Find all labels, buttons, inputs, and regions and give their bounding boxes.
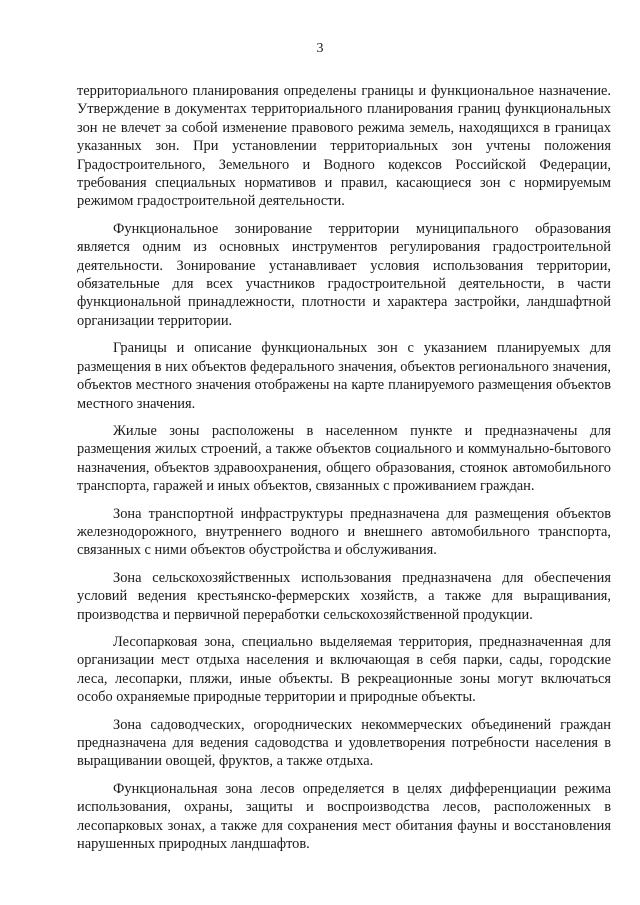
page-number: 3 bbox=[316, 41, 324, 56]
paragraph-8: Зона садоводческих, огороднических некоммерческих объединений граждан предназначена для ведения садоводства и удовлетворения потребности населения в выращивании овощей, фруктов, а также отдыха. bbox=[77, 716, 611, 770]
body-text bbox=[77, 82, 611, 862]
paragraph-9: Функциональная зона лесов определяется в целях дифференциации режима использования, охраны, защиты и воспроизводства лесов, расположенных в лесопарковых зонах, а также для сохранения мест обитания фауны и восстановления нарушенных природных ландшафтов. bbox=[77, 780, 611, 853]
paragraph-6: Зона сельскохозяйственных использования предназначена для обеспечения условий ведения крестьянско-фермерских хозяйств, а также для выращивания, производства и первичной переработки сельскохозяйственной продукции. bbox=[77, 569, 611, 623]
paragraph-2: Функциональное зонирование территории муниципального образования является одним из основных инструментов регулирования градостроительной деятельности. Зонирование устанавливает условия использования территории, обязательные для всех участников градостроительной деятельности, в части функциональной принадлежности, плотности и характера застройки, ландшафтной организации территории. bbox=[77, 220, 611, 329]
paragraph-7: Лесопарковая зона, специально выделяемая территория, предназначенная для организации мест отдыха населения и включающая в себя парки, сады, городские леса, лесопарки, пляжи, иные объекты. В рекреационные зоны могут включаться особо охраняемые природные территории и природные объекты. bbox=[77, 633, 611, 706]
paragraph-3: Границы и описание функциональных зон с указанием планируемых для размещения в них объектов федерального значения, объектов регионального значения, объектов местного значения отображены на карте планируемого размещения объектов местного значения. bbox=[77, 340, 611, 412]
paragraph-4: Жилые зоны расположены в населенном пункте и предназначены для размещения жилых строений, а также объектов социального и коммунально-бытового назначения, объектов здравоохранения, общего образования, стоянок автомобильного транспорта, гаражей и иных объектов, связанных с проживанием граждан. bbox=[77, 422, 611, 495]
paragraph-1: территориального планирования определены границы и функциональное назначение. Утверждение в документах территориального планирования границ функциональных зон не влечет за собой изменение правового режима земель, находящихся в границах указанных зон. При установлении территориальных зон учтены положения Градостроительного, Земельного и Водного кодексов Российской Федерации, требования специальных нормативов и правил, касающиеся зон с нормируемым режимом градостроительной деятельности. bbox=[77, 83, 611, 210]
paragraph-5: Зона транспортной инфраструктуры предназначена для размещения объектов железнодорожного, внутреннего водного и внешнего автомобильного транспорта, связанных с ними объектов обустройства и обслуживания. bbox=[77, 505, 611, 559]
